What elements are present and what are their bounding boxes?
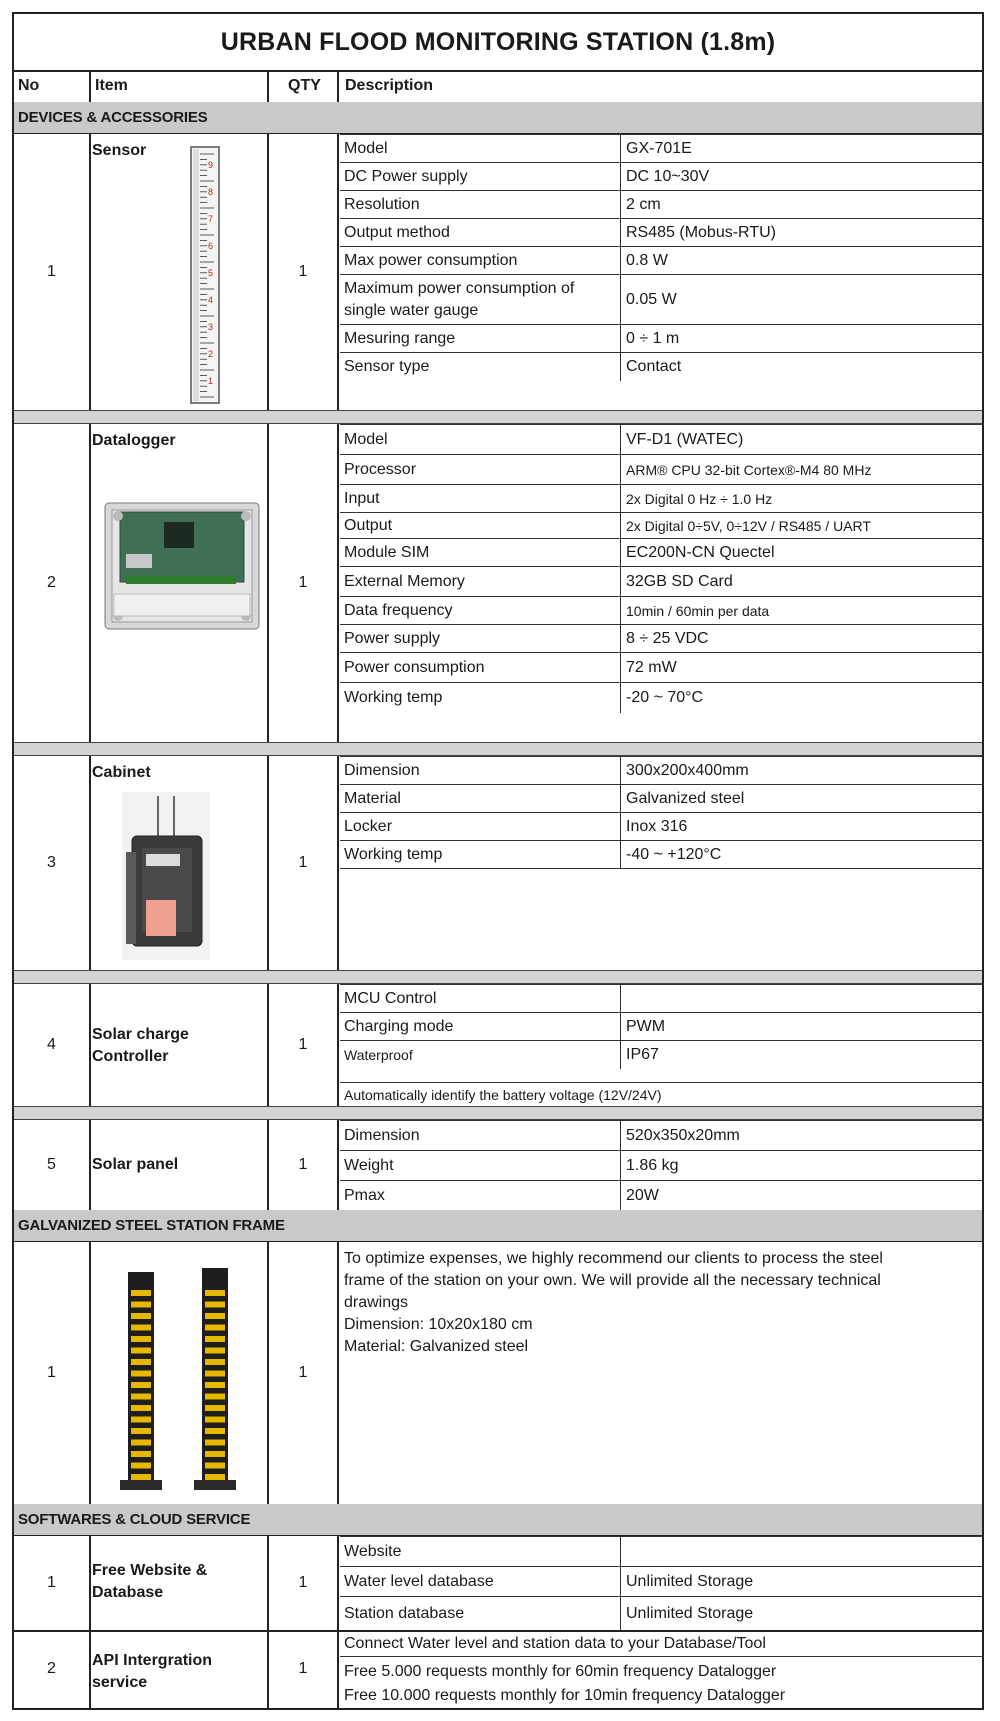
spec-key: Locker: [344, 818, 393, 835]
spec-value: [626, 1537, 976, 1567]
spec-row: [340, 1536, 982, 1567]
spec-key: Sensor type: [344, 358, 430, 375]
gauge-mark: 9: [208, 160, 214, 170]
item-name: API Intergration service: [92, 1652, 213, 1691]
item-qty: 1: [298, 1364, 308, 1381]
page-title: URBAN FLOOD MONITORING STATION (1.8m): [14, 14, 982, 72]
spec-sheet: [12, 12, 984, 1710]
spec-row: [340, 624, 982, 653]
spec-key: Model: [344, 140, 388, 157]
spec-key: External Memory: [344, 573, 465, 590]
spec-key: Station database: [344, 1605, 465, 1622]
spec-key: Water level database: [344, 1573, 494, 1590]
gauge-mark: 4: [208, 295, 214, 305]
spec-value: 2x Digital 0÷5V, 0÷12V / RS485 / UART: [626, 518, 871, 534]
gauge-mark: 1: [208, 376, 214, 386]
spec-key: Dimension: [344, 1127, 420, 1144]
spec-row: [340, 1150, 982, 1181]
item-qty: 1: [298, 1660, 308, 1677]
item-qty: 1: [298, 574, 308, 591]
frame-description-line: drawings: [344, 1294, 409, 1311]
row-divider: [14, 970, 982, 984]
spec-key: MCU Control: [344, 990, 437, 1007]
header-qty: QTY: [288, 77, 321, 94]
spec-key: Module SIM: [344, 544, 430, 561]
item-name: Free Website & Database: [92, 1562, 208, 1601]
item-qty: 1: [298, 1156, 308, 1173]
spec-key: Power supply: [344, 630, 441, 647]
spec-value: GX-701E: [626, 140, 692, 157]
spec-key: Pmax: [344, 1187, 385, 1204]
spec-value: 300x200x400mm: [626, 762, 749, 779]
row-divider: [14, 742, 982, 756]
row-number: 4: [47, 1036, 56, 1053]
spec-row: [340, 134, 982, 163]
spec-value: 8 ÷ 25 VDC: [626, 630, 709, 647]
spec-key: Data frequency: [344, 602, 453, 619]
datalogger-image: [104, 502, 260, 630]
spec-value: PWM: [626, 1018, 666, 1035]
spec-row: [340, 190, 982, 219]
spec-key: Output method: [344, 224, 450, 241]
spec-key: Maximum power consumption of single water gauge: [344, 280, 575, 319]
spec-value: 0.05 W: [626, 291, 677, 308]
spec-value: 1.86 kg: [626, 1157, 679, 1174]
gauge-mark: 2: [208, 349, 214, 359]
api-line: Free 5.000 requests monthly for 60min frequency Datalogger: [344, 1663, 777, 1680]
spec-key: Resolution: [344, 196, 420, 213]
spec-value: Inox 316: [626, 818, 688, 835]
spec-value: Unlimited Storage: [626, 1605, 754, 1622]
spec-key: Processor: [344, 461, 417, 478]
spec-key: Charging mode: [344, 1018, 454, 1035]
spec-row: [340, 840, 982, 869]
spec-key: Working temp: [344, 689, 443, 706]
row-number: 3: [47, 854, 56, 871]
header-item: Item: [95, 77, 128, 94]
spec-row: [340, 1180, 982, 1211]
spec-key: Power consumption: [344, 659, 485, 676]
item-name: Solar panel: [92, 1156, 179, 1173]
gauge-mark: 7: [208, 214, 214, 224]
spec-key: Model: [344, 431, 388, 448]
header-no: No: [18, 77, 40, 94]
spec-row: [340, 1040, 982, 1069]
spec-value: ARM® CPU 32-bit Cortex®-M4 80 MHz: [626, 462, 872, 478]
spec-value: Contact: [626, 358, 682, 375]
spec-row: [340, 538, 982, 567]
spec-key: Input: [344, 490, 380, 507]
spec-value: Galvanized steel: [626, 790, 745, 807]
spec-key: Mesuring range: [344, 330, 456, 347]
spec-note: [340, 1082, 982, 1107]
spec-value: 32GB SD Card: [626, 573, 733, 590]
water-gauge-sensor-image: [190, 146, 220, 404]
spec-row: [340, 784, 982, 813]
api-line: Free 10.000 requests monthly for 10min frequency Datalogger: [344, 1687, 786, 1704]
spec-value: 520x350x20mm: [626, 1127, 740, 1144]
spec-row: [340, 162, 982, 191]
spec-key: Working temp: [344, 846, 443, 863]
spec-value: -40 ~ +120°C: [626, 846, 722, 863]
spec-value: -20 ~ 70°C: [626, 689, 704, 706]
item-name: Solar charge Controller: [92, 1026, 189, 1065]
battery-note: Automatically identify the battery voltage (12V/24V): [344, 1087, 662, 1103]
spec-row: [340, 274, 982, 325]
spec-row: [340, 756, 982, 785]
row-number: 1: [47, 1574, 56, 1591]
row-number: 1: [47, 263, 56, 280]
spec-value: 2 cm: [626, 196, 661, 213]
spec-value: 72 mW: [626, 659, 677, 676]
spec-key: Material: [344, 790, 401, 807]
frame-description-line: Material: Galvanized steel: [344, 1338, 529, 1355]
spec-row: [340, 596, 982, 625]
spec-value: 0.8 W: [626, 252, 668, 269]
spec-row: [340, 454, 982, 485]
item-qty: 1: [298, 1036, 308, 1053]
spec-value: EC200N-CN Quectel: [626, 544, 775, 561]
row-divider: [14, 410, 982, 424]
api-line: Connect Water level and station data to your Database/Tool: [344, 1635, 766, 1652]
gauge-mark: 6: [208, 241, 214, 251]
spec-row: [340, 812, 982, 841]
frame-description-line: frame of the station on your own. We will provide all the necessary technical: [344, 1272, 881, 1289]
spec-value: 0 ÷ 1 m: [626, 330, 680, 347]
spec-row: [340, 324, 982, 353]
spec-value: DC 10~30V: [626, 168, 710, 185]
spec-value: 10min / 60min per data: [626, 603, 770, 619]
frame-description-line: To optimize expenses, we highly recommend our clients to process the steel: [344, 1250, 883, 1267]
spec-row: [340, 352, 982, 381]
spec-row: [340, 566, 982, 597]
spec-value: VF-D1 (WATEC): [626, 431, 744, 448]
gauge-mark: 5: [208, 268, 214, 278]
spec-row: [340, 1012, 982, 1041]
spec-value: [626, 985, 976, 1013]
spec-value: Unlimited Storage: [626, 1573, 754, 1590]
spec-value: IP67: [626, 1046, 659, 1063]
spec-value: 20W: [626, 1187, 659, 1204]
spec-row: [340, 424, 982, 455]
row-number: 5: [47, 1156, 56, 1173]
item-qty: 1: [298, 854, 308, 871]
item-name: Sensor: [92, 142, 147, 159]
spec-key: Website: [344, 1543, 402, 1560]
gauge-mark: 8: [208, 187, 214, 197]
spec-key: DC Power supply: [344, 168, 468, 185]
item-name: Datalogger: [92, 432, 176, 449]
cabinet-image: [122, 792, 210, 960]
header-description: Description: [345, 77, 434, 94]
item-name: Cabinet: [92, 764, 151, 781]
section-devices: DEVICES & ACCESSORIES: [14, 102, 982, 134]
spec-key: Weight: [344, 1157, 394, 1174]
frame-description-line: Dimension: 10x20x180 cm: [344, 1316, 533, 1333]
spec-row: [340, 1566, 982, 1597]
spec-row: [340, 984, 982, 1013]
item-qty: 1: [298, 263, 308, 280]
row-number: 2: [47, 574, 56, 591]
spec-key: Dimension: [344, 762, 420, 779]
spec-row: [340, 218, 982, 247]
spec-row: [340, 484, 982, 513]
spec-row: [340, 682, 982, 713]
spec-row: [340, 246, 982, 275]
row-divider: [14, 1106, 982, 1120]
spec-key: Output: [344, 517, 393, 534]
item-qty: 1: [298, 1574, 308, 1591]
spec-value: RS485 (Mobus-RTU): [626, 224, 776, 241]
spec-row: [340, 1596, 982, 1631]
spec-value: 2x Digital 0 Hz ÷ 1.0 Hz: [626, 491, 773, 507]
spec-key: Waterproof: [344, 1047, 413, 1063]
spec-row: [340, 652, 982, 683]
spec-row: [340, 512, 982, 539]
spec-row: [340, 1120, 982, 1151]
row-number: 1: [47, 1364, 56, 1381]
section-frame: GALVANIZED STEEL STATION FRAME: [14, 1210, 982, 1242]
gauge-mark: 3: [208, 322, 214, 332]
section-software: SOFTWARES & CLOUD SERVICE: [14, 1504, 982, 1536]
row-number: 2: [47, 1660, 56, 1677]
station-frame-image: [118, 1266, 258, 1496]
spec-key: Max power consumption: [344, 252, 518, 269]
table-header: [14, 70, 982, 103]
